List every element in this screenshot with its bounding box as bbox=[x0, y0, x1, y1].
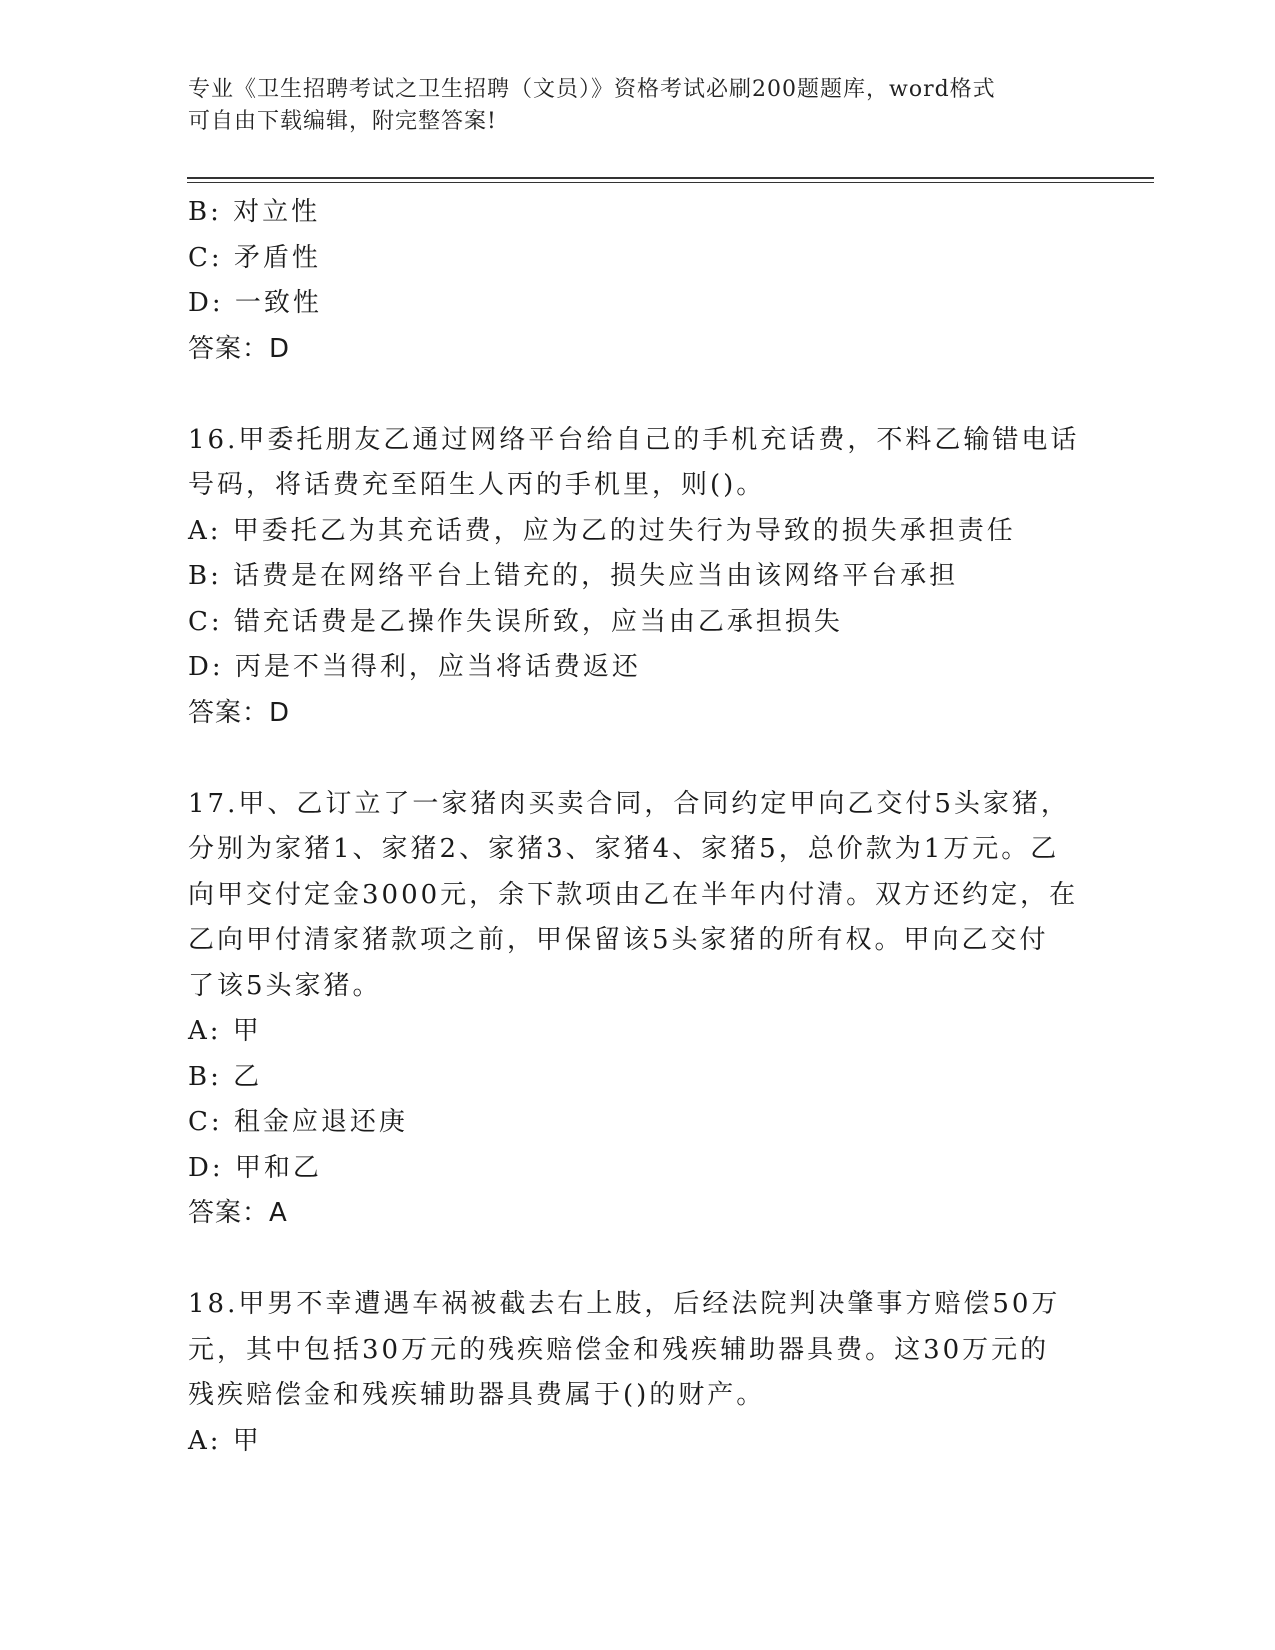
question-stem-line: 17.甲、乙订立了一家猪肉买卖合同，合同约定甲向乙交付5头家猪， bbox=[188, 788, 1070, 819]
option-b: B: 话费是在网络平台上错充的，损失应当由该网络平台承担 bbox=[188, 561, 959, 591]
document-body bbox=[188, 190, 1088, 1464]
question-stem-line: 分别为家猪1、家猪2、家猪3、家猪4、家猪5，总价款为1万元。乙 bbox=[188, 834, 1060, 864]
option-c: C: 错充话费是乙操作失误所致，应当由乙承担损失 bbox=[188, 606, 843, 637]
option-d: D: 一致性 bbox=[188, 288, 322, 318]
option-c: C: 租金应退还庚 bbox=[188, 1107, 408, 1137]
question-stem-line: 号码，将话费充至陌生人丙的手机里，则()。 bbox=[188, 470, 766, 500]
option-a: A: 甲 bbox=[188, 1016, 262, 1046]
header-divider-thick bbox=[187, 177, 1154, 179]
question-stem-line: 残疾赔偿金和残疾辅助器具费属于()的财产。 bbox=[188, 1380, 766, 1410]
question-17 bbox=[188, 782, 1088, 1237]
paragraph-gap bbox=[188, 372, 1088, 418]
header-divider-thin bbox=[187, 182, 1154, 183]
option-d: D: 丙是不当得利，应当将话费返还 bbox=[188, 652, 641, 682]
answer: 答案：D bbox=[188, 697, 291, 728]
answer: 答案：A bbox=[188, 1198, 288, 1228]
question-stem-line: 18.甲男不幸遭遇车祸被截去右上肢，后经法院判决肇事方赔偿50万 bbox=[188, 1289, 1061, 1319]
document-header bbox=[188, 74, 1068, 138]
option-b: B: 乙 bbox=[188, 1061, 263, 1092]
question-15 bbox=[188, 190, 1088, 372]
option-a: A: 甲委托乙为其充话费，应为乙的过失行为导致的损失承担责任 bbox=[188, 515, 1016, 546]
question-16 bbox=[188, 418, 1088, 737]
header-title-line-1: 专业《卫生招聘考试之卫生招聘（文员）》资格考试必刷200题题库，word格式 bbox=[188, 77, 996, 102]
option-b: B: 对立性 bbox=[188, 197, 321, 227]
header-title-line-2: 可自由下载编辑，附完整答案! bbox=[188, 109, 497, 134]
paragraph-gap bbox=[188, 1237, 1088, 1283]
answer: 答案：D bbox=[188, 333, 291, 364]
question-stem-line: 16.甲委托朋友乙通过网络平台给自己的手机充话费，不料乙输错电话 bbox=[188, 424, 1080, 455]
question-stem-line: 乙向甲付清家猪款项之前，甲保留该5头家猪的所有权。甲向乙交付 bbox=[188, 925, 1049, 955]
question-stem-line: 了该5头家猪。 bbox=[188, 970, 382, 1001]
question-stem-line: 向甲交付定金3000元，余下款项由乙在半年内付清。双方还约定，在 bbox=[188, 879, 1079, 910]
option-d: D: 甲和乙 bbox=[188, 1152, 322, 1183]
option-a: A: 甲 bbox=[188, 1425, 262, 1456]
paragraph-gap bbox=[188, 736, 1088, 782]
question-stem-line: 元，其中包括30万元的残疾赔偿金和残疾辅助器具费。这30万元的 bbox=[188, 1334, 1050, 1365]
question-18 bbox=[188, 1282, 1088, 1464]
option-c: C: 矛盾性 bbox=[188, 242, 321, 273]
